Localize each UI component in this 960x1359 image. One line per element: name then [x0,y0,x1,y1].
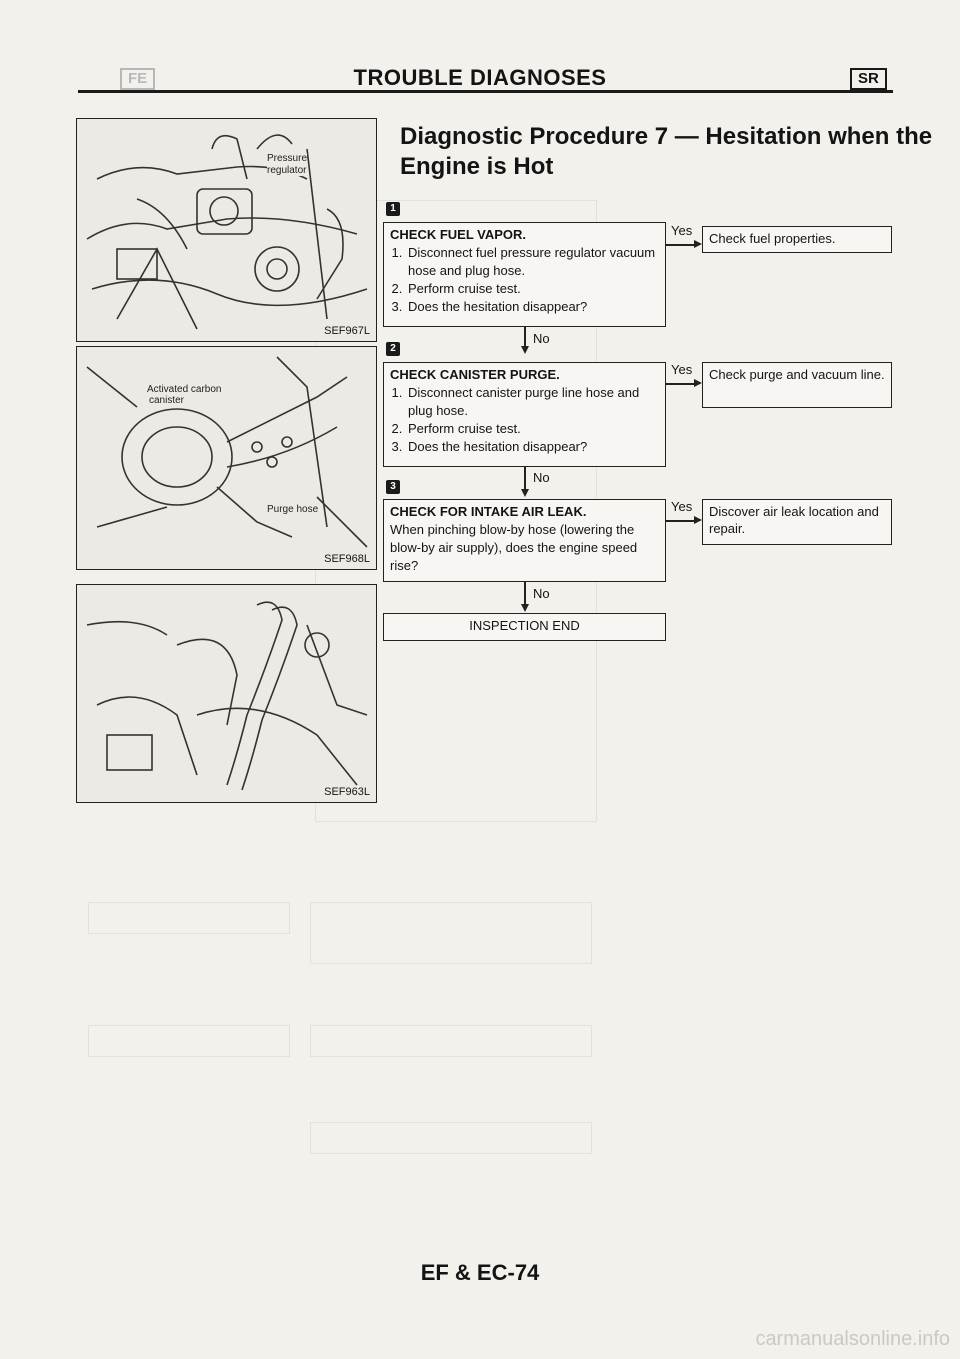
procedure-title-line2: Engine is Hot [400,153,554,180]
arrow-down-icon [521,346,529,354]
bleed-through-frame [88,902,290,934]
yes-arrow-line [666,244,696,246]
bleed-through-frame [310,1025,592,1057]
label-pressure: Pressure [267,153,308,164]
figure-2-canister [76,346,377,570]
label-canister: canister [149,395,185,406]
figure-code: SEF968L [324,553,370,565]
step-1-box [383,222,666,327]
step-2-yes-label: Yes [671,362,693,377]
intake-illustration-icon [77,585,376,802]
procedure-title-line1: Diagnostic Procedure 7 — Hesitation when the [400,123,933,150]
step-1-yes-label: Yes [671,223,693,238]
step-number-3: 3 [386,480,400,494]
figure-3-blow-by-hose [76,584,377,803]
bleed-through-frame [310,1122,592,1154]
step-1-yes-result: Check fuel properties. [702,226,892,253]
list-item: 3. Does the hesitation disappear? [406,298,659,316]
procedure-title [400,122,932,182]
list-item: 1. Disconnect canister purge line hose and plug hose. [406,384,659,420]
bleed-through-frame [88,1025,290,1057]
step-3-title: CHECK FOR INTAKE AIR LEAK. [390,504,587,519]
step-3-no-label: No [533,586,550,601]
list-item: 1. Disconnect fuel pressure regulator vacuum hose and plug hose. [406,244,659,280]
step-number-2: 2 [386,342,400,356]
watermark: carmanualsonline.info [755,1328,950,1350]
step-1-no-label: No [533,331,550,346]
step-2-title: CHECK CANISTER PURGE. [390,367,560,382]
figure-code: SEF967L [324,325,370,337]
list-item: 2. Perform cruise test. [406,280,659,298]
step-3-text: When pinching blow-by hose (lowering the blow-by air supply), does the engine speed rise? [390,522,638,573]
step-2-box [383,362,666,467]
figure-code: SEF963L [324,786,370,798]
bleed-through-frame [310,902,592,964]
step-1-title: CHECK FUEL VAPOR. [390,227,527,242]
step-2-yes-result: Check purge and vacuum line. [702,362,892,408]
step-3-box [383,499,666,582]
section-tag-right: SR [850,68,887,90]
step-3-yes-label: Yes [671,499,693,514]
no-arrow-line [524,582,526,606]
engine-illustration-icon [77,119,376,341]
step-2-no-label: No [533,470,550,485]
list-item: 3. Does the hesitation disappear? [406,438,659,456]
arrow-right-icon [694,516,702,524]
canister-illustration-icon [77,347,376,569]
arrow-right-icon [694,240,702,248]
yes-arrow-line [666,520,696,522]
yes-arrow-line [666,383,696,385]
step-3-yes-result: Discover air leak location and repair. [702,499,892,545]
step-2-list [390,384,659,456]
inspection-end-box: INSPECTION END [383,613,666,641]
arrow-down-icon [521,604,529,612]
figure-1-pressure-regulator [76,118,377,342]
list-item: 2. Perform cruise test. [406,420,659,438]
section-tag-left: FE [120,68,155,90]
step-number-1: 1 [386,202,400,216]
page-number: EF & EC-74 [420,1260,540,1285]
no-arrow-line [524,467,526,491]
page-title: TROUBLE DIAGNOSES [353,65,607,90]
header-rule [78,90,893,93]
label-activated-carbon: Activated carbon [147,384,222,395]
step-1-list [390,244,659,316]
label-purge-hose: Purge hose [267,504,319,515]
arrow-down-icon [521,489,529,497]
label-regulator: regulator [267,165,307,176]
arrow-right-icon [694,379,702,387]
